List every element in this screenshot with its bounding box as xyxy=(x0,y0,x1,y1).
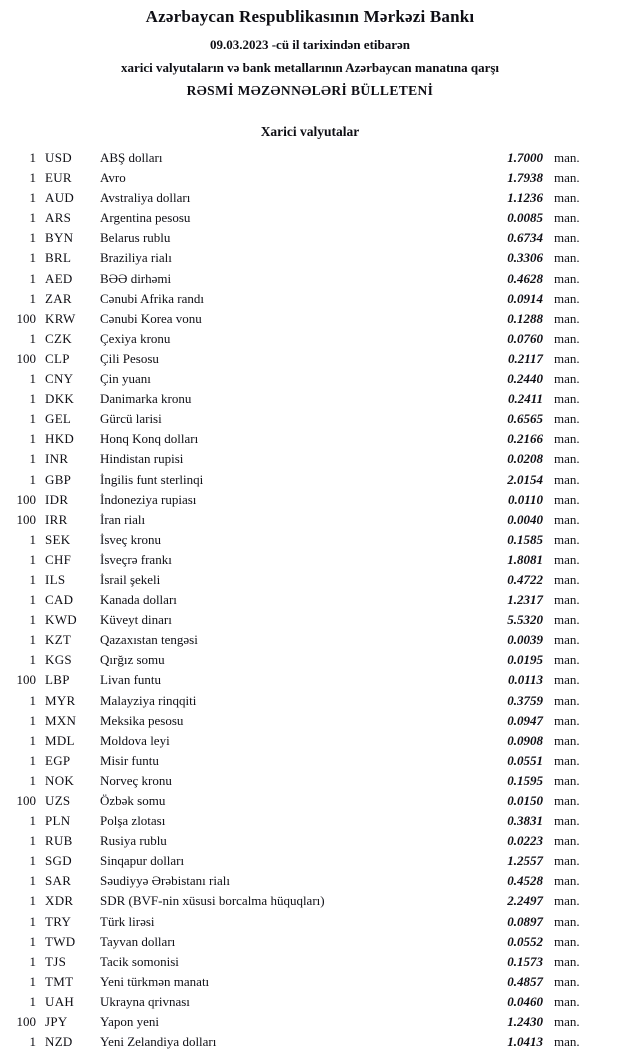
rate-cell: 0.1585 xyxy=(507,531,543,547)
currency-name-cell: Tacik somonisi xyxy=(100,953,179,969)
unit-cell: man. xyxy=(554,190,580,206)
currency-name-cell: SDR (BVF-nin xüsusi borcalma hüquqları) xyxy=(100,893,325,909)
rate-cell: 0.2166 xyxy=(507,431,543,447)
currency-name-cell: Çexiya kronu xyxy=(100,330,171,346)
unit-cell: man. xyxy=(554,712,580,728)
currency-name-cell: Malayziya rinqqiti xyxy=(100,692,197,708)
rate-cell: 0.0908 xyxy=(507,732,543,748)
rate-cell: 0.2411 xyxy=(507,391,543,407)
unit-cell: man. xyxy=(554,571,580,587)
unit-cell: man. xyxy=(554,330,580,346)
currency-code-cell: IRR xyxy=(45,511,68,527)
rate-cell: 0.1288 xyxy=(507,310,543,326)
currency-name-cell: Braziliya rialı xyxy=(100,250,172,266)
quantity-cell: 1 xyxy=(29,612,36,628)
currency-row xyxy=(8,188,590,208)
currency-row xyxy=(8,248,590,268)
currency-row xyxy=(8,791,590,811)
quantity-cell: 1 xyxy=(29,993,36,1009)
currency-name-cell: Küveyt dinarı xyxy=(100,612,172,628)
rate-cell: 1.0413 xyxy=(507,1034,543,1050)
currency-name-cell: Ukrayna qrivnası xyxy=(100,993,190,1009)
unit-cell: man. xyxy=(554,491,580,507)
rate-cell: 0.0460 xyxy=(507,993,543,1009)
currency-code-cell: TWD xyxy=(45,933,76,949)
rate-cell: 0.1573 xyxy=(507,953,543,969)
rate-cell: 0.0208 xyxy=(507,451,543,467)
currency-row xyxy=(8,731,590,751)
quantity-cell: 1 xyxy=(29,190,36,206)
quantity-cell: 1 xyxy=(29,371,36,387)
currency-code-cell: NOK xyxy=(45,772,75,788)
currency-code-cell: MDL xyxy=(45,732,75,748)
unit-cell: man. xyxy=(554,813,580,829)
currency-row xyxy=(8,309,590,329)
unit-cell: man. xyxy=(554,1034,580,1050)
currency-row xyxy=(8,570,590,590)
quantity-cell: 1 xyxy=(29,953,36,969)
unit-cell: man. xyxy=(554,973,580,989)
currency-code-cell: AUD xyxy=(45,190,75,206)
quantity-cell: 1 xyxy=(29,250,36,266)
unit-cell: man. xyxy=(554,1014,580,1030)
rate-cell: 0.0914 xyxy=(507,290,543,306)
unit-cell: man. xyxy=(554,230,580,246)
currency-row xyxy=(8,590,590,610)
unit-cell: man. xyxy=(554,210,580,226)
rate-cell: 1.1236 xyxy=(507,190,543,206)
currency-code-cell: EUR xyxy=(45,170,72,186)
currency-name-cell: Polşa zlotası xyxy=(100,813,166,829)
bulletin-header xyxy=(0,0,620,99)
currency-name-cell: Çili Pesosu xyxy=(100,350,159,366)
quantity-cell: 1 xyxy=(29,772,36,788)
unit-cell: man. xyxy=(554,371,580,387)
quantity-cell: 100 xyxy=(16,491,36,507)
currency-code-cell: TMT xyxy=(45,973,74,989)
currency-row xyxy=(8,228,590,248)
currency-code-cell: IDR xyxy=(45,491,69,507)
currency-row xyxy=(8,269,590,289)
unit-cell: man. xyxy=(554,853,580,869)
quantity-cell: 1 xyxy=(29,531,36,547)
currency-row xyxy=(8,831,590,851)
currency-row xyxy=(8,289,590,309)
unit-cell: man. xyxy=(554,933,580,949)
currency-row xyxy=(8,1012,590,1032)
unit-cell: man. xyxy=(554,270,580,286)
currency-code-cell: ARS xyxy=(45,210,72,226)
currency-rate-table xyxy=(0,148,620,1052)
rate-cell: 0.3759 xyxy=(507,692,543,708)
currency-name-cell: Danimarka kronu xyxy=(100,391,192,407)
rate-cell: 5.5320 xyxy=(507,612,543,628)
currency-name-cell: Yapon yeni xyxy=(100,1014,159,1030)
rate-cell: 0.0947 xyxy=(507,712,543,728)
bulletin-subtitle: xarici valyutaların və bank metallarının Azərbaycan manatına qarşı xyxy=(120,60,500,75)
currency-row xyxy=(8,369,590,389)
currency-name-cell: İsveç kronu xyxy=(100,531,162,547)
currency-row xyxy=(8,208,590,228)
currency-row xyxy=(8,610,590,630)
quantity-cell: 1 xyxy=(29,712,36,728)
rate-cell: 0.0039 xyxy=(507,632,543,648)
quantity-cell: 1 xyxy=(29,1034,36,1050)
currency-name-cell: Rusiya rublu xyxy=(100,833,167,849)
rate-cell: 1.7938 xyxy=(507,170,543,186)
currency-name-cell: Belarus rublu xyxy=(100,230,171,246)
currency-name-cell: Livan funtu xyxy=(100,672,162,688)
effective-date-line: 09.03.2023 -cü il tarixindən etibarən xyxy=(209,37,411,52)
rate-cell: 1.2557 xyxy=(507,853,543,869)
currency-name-cell: Misir funtu xyxy=(100,752,159,768)
rate-cell: 1.8081 xyxy=(507,551,543,567)
quantity-cell: 1 xyxy=(29,471,36,487)
quantity-cell: 1 xyxy=(29,571,36,587)
currency-name-cell: İran rialı xyxy=(100,511,146,527)
currency-code-cell: KGS xyxy=(45,652,72,668)
rate-cell: 1.2317 xyxy=(507,592,543,608)
currency-name-cell: Avstraliya dolları xyxy=(100,190,191,206)
currency-row xyxy=(8,670,590,690)
currency-row xyxy=(8,650,590,670)
unit-cell: man. xyxy=(554,511,580,527)
rate-cell: 2.2497 xyxy=(507,893,543,909)
rate-cell: 1.2430 xyxy=(507,1014,543,1030)
currency-row xyxy=(8,429,590,449)
currency-code-cell: CLP xyxy=(45,350,70,366)
currency-row xyxy=(8,771,590,791)
rate-cell: 0.0551 xyxy=(507,752,543,768)
currency-row xyxy=(8,389,590,409)
currency-name-cell: İndoneziya rupiası xyxy=(100,491,197,507)
unit-cell: man. xyxy=(554,551,580,567)
currency-code-cell: ZAR xyxy=(45,290,72,306)
currency-row xyxy=(8,992,590,1012)
quantity-cell: 1 xyxy=(29,732,36,748)
quantity-cell: 1 xyxy=(29,150,36,165)
quantity-cell: 1 xyxy=(29,632,36,648)
currency-code-cell: KZT xyxy=(45,632,72,648)
currency-name-cell: Hindistan rupisi xyxy=(100,451,184,467)
currency-name-cell: Yeni Zelandiya dolları xyxy=(100,1034,217,1050)
currency-row xyxy=(8,449,590,469)
rate-cell: 0.4528 xyxy=(507,873,543,889)
unit-cell: man. xyxy=(554,652,580,668)
unit-cell: man. xyxy=(554,592,580,608)
currency-name-cell: Avro xyxy=(100,170,126,186)
currency-code-cell: HKD xyxy=(45,431,75,447)
currency-code-cell: TJS xyxy=(45,953,67,969)
currency-row xyxy=(8,871,590,891)
currency-code-cell: CHF xyxy=(45,551,72,567)
currency-name-cell: Türk lirəsi xyxy=(100,913,155,929)
currency-row xyxy=(8,851,590,871)
currency-name-cell: Argentina pesosu xyxy=(100,210,191,226)
unit-cell: man. xyxy=(554,833,580,849)
currency-code-cell: PLN xyxy=(45,813,71,829)
currency-name-cell: ABŞ dolları xyxy=(100,150,163,165)
currency-name-cell: Moldova leyi xyxy=(100,732,170,748)
currency-code-cell: GBP xyxy=(45,471,72,487)
quantity-cell: 1 xyxy=(29,853,36,869)
quantity-cell: 1 xyxy=(29,752,36,768)
rate-cell: 0.0150 xyxy=(507,793,543,808)
currency-code-cell: LBP xyxy=(45,672,70,688)
unit-cell: man. xyxy=(554,431,580,447)
unit-cell: man. xyxy=(554,953,580,969)
currency-name-cell: Sinqapur dolları xyxy=(100,853,185,869)
quantity-cell: 100 xyxy=(16,310,36,326)
currency-row xyxy=(8,630,590,650)
currency-name-cell: İngilis funt sterlinqi xyxy=(100,471,204,487)
currency-code-cell: GEL xyxy=(45,411,72,427)
currency-code-cell: EGP xyxy=(45,752,71,768)
unit-cell: man. xyxy=(554,672,580,688)
currency-code-cell: XDR xyxy=(45,893,74,909)
quantity-cell: 1 xyxy=(29,692,36,708)
unit-cell: man. xyxy=(554,612,580,628)
unit-cell: man. xyxy=(554,411,580,427)
currency-name-cell: Honq Konq dolları xyxy=(100,431,199,447)
currency-code-cell: CZK xyxy=(45,330,72,346)
quantity-cell: 100 xyxy=(16,793,36,808)
quantity-cell: 1 xyxy=(29,913,36,929)
quantity-cell: 1 xyxy=(29,833,36,849)
rate-cell: 2.0154 xyxy=(507,471,543,487)
currency-row xyxy=(8,490,590,510)
rate-cell: 1.7000 xyxy=(507,150,543,165)
unit-cell: man. xyxy=(554,290,580,306)
rate-cell: 0.3831 xyxy=(507,813,543,829)
currency-code-cell: SEK xyxy=(45,531,71,547)
unit-cell: man. xyxy=(554,732,580,748)
unit-cell: man. xyxy=(554,451,580,467)
bulletin-title: RƏSMİ MƏZƏNNƏLƏRİ BÜLLETENİ xyxy=(186,83,434,98)
unit-cell: man. xyxy=(554,391,580,407)
currency-row xyxy=(8,912,590,932)
currency-code-cell: KWD xyxy=(45,612,77,628)
quantity-cell: 1 xyxy=(29,592,36,608)
currency-name-cell: Qazaxıstan tengəsi xyxy=(100,632,198,648)
currency-code-cell: AED xyxy=(45,270,73,286)
currency-name-cell: Səudiyyə Ərəbistanı rialı xyxy=(100,873,230,889)
currency-code-cell: UZS xyxy=(45,793,71,808)
unit-cell: man. xyxy=(554,471,580,487)
currency-name-cell: Gürcü larisi xyxy=(100,411,162,427)
rate-cell: 0.0223 xyxy=(507,833,543,849)
unit-cell: man. xyxy=(554,350,580,366)
currency-row xyxy=(8,550,590,570)
currency-row xyxy=(8,329,590,349)
unit-cell: man. xyxy=(554,250,580,266)
currency-code-cell: TRY xyxy=(45,913,72,929)
currency-code-cell: INR xyxy=(45,451,69,467)
currency-name-cell: Yeni türkmən manatı xyxy=(100,973,210,989)
quantity-cell: 1 xyxy=(29,813,36,829)
rate-cell: 0.6734 xyxy=(507,230,543,246)
currency-code-cell: ILS xyxy=(45,571,66,587)
quantity-cell: 1 xyxy=(29,411,36,427)
unit-cell: man. xyxy=(554,913,580,929)
currency-row xyxy=(8,349,590,369)
currency-row xyxy=(8,751,590,771)
currency-code-cell: RUB xyxy=(45,833,73,849)
currency-row xyxy=(8,691,590,711)
unit-cell: man. xyxy=(554,873,580,889)
quantity-cell: 1 xyxy=(29,170,36,186)
unit-cell: man. xyxy=(554,793,580,808)
quantity-cell: 1 xyxy=(29,431,36,447)
quantity-cell: 1 xyxy=(29,290,36,306)
currency-code-cell: NZD xyxy=(45,1034,73,1050)
quantity-cell: 1 xyxy=(29,451,36,467)
currency-row xyxy=(8,530,590,550)
unit-cell: man. xyxy=(554,993,580,1009)
quantity-cell: 1 xyxy=(29,210,36,226)
rate-cell: 0.4722 xyxy=(507,571,543,587)
currency-row xyxy=(8,168,590,188)
currency-code-cell: CAD xyxy=(45,592,74,608)
currency-code-cell: BYN xyxy=(45,230,74,246)
currency-code-cell: DKK xyxy=(45,391,75,407)
currency-name-cell: Kanada dolları xyxy=(100,592,177,608)
currency-code-cell: KRW xyxy=(45,310,76,326)
rate-cell: 0.0195 xyxy=(507,652,543,668)
currency-row xyxy=(8,711,590,731)
currency-name-cell: Özbək somu xyxy=(100,793,166,808)
currency-name-cell: Tayvan dolları xyxy=(100,933,176,949)
currency-code-cell: JPY xyxy=(45,1014,68,1030)
currency-name-cell: İsveçrə frankı xyxy=(100,551,172,567)
unit-cell: man. xyxy=(554,150,580,165)
currency-row xyxy=(8,811,590,831)
quantity-cell: 100 xyxy=(16,511,36,527)
quantity-cell: 1 xyxy=(29,973,36,989)
bank-name-title: Azərbaycan Respublikasının Mərkəzi Bankı xyxy=(145,7,475,26)
unit-cell: man. xyxy=(554,632,580,648)
quantity-cell: 1 xyxy=(29,330,36,346)
quantity-cell: 1 xyxy=(29,391,36,407)
currency-name-cell: İsrail şekeli xyxy=(100,571,161,587)
currency-row xyxy=(8,932,590,952)
currency-code-cell: USD xyxy=(45,150,72,165)
currency-code-cell: MXN xyxy=(45,712,77,728)
currency-row xyxy=(8,470,590,490)
unit-cell: man. xyxy=(554,531,580,547)
currency-code-cell: UAH xyxy=(45,993,75,1009)
currency-row xyxy=(8,409,590,429)
rate-cell: 0.2117 xyxy=(507,350,543,366)
quantity-cell: 1 xyxy=(29,873,36,889)
section-title-foreign-currencies: Xarici valyutalar xyxy=(260,124,360,139)
rate-cell: 0.6565 xyxy=(507,411,543,427)
currency-name-cell: Çin yuanı xyxy=(100,371,151,387)
rate-cell: 0.1595 xyxy=(507,772,543,788)
currency-row xyxy=(8,510,590,530)
currency-row xyxy=(8,891,590,911)
rate-cell: 0.0552 xyxy=(507,933,543,949)
currency-code-cell: BRL xyxy=(45,250,72,266)
quantity-cell: 1 xyxy=(29,230,36,246)
unit-cell: man. xyxy=(554,170,580,186)
quantity-cell: 1 xyxy=(29,893,36,909)
quantity-cell: 1 xyxy=(29,270,36,286)
rate-cell: 0.0110 xyxy=(507,491,543,507)
rate-cell: 0.0897 xyxy=(507,913,543,929)
rate-cell: 0.4628 xyxy=(507,270,543,286)
unit-cell: man. xyxy=(554,692,580,708)
currency-row xyxy=(8,148,590,168)
currency-name-cell: Norveç kronu xyxy=(100,772,172,788)
currency-code-cell: SAR xyxy=(45,873,72,889)
unit-cell: man. xyxy=(554,752,580,768)
currency-name-cell: Qırğız somu xyxy=(100,652,165,668)
currency-row xyxy=(8,1032,590,1052)
unit-cell: man. xyxy=(554,772,580,788)
rate-cell: 0.4857 xyxy=(507,973,543,989)
unit-cell: man. xyxy=(554,310,580,326)
currency-name-cell: BƏƏ dirhəmi xyxy=(100,270,172,286)
quantity-cell: 1 xyxy=(29,551,36,567)
rate-cell: 0.0113 xyxy=(507,672,543,688)
currency-code-cell: SGD xyxy=(45,853,72,869)
currency-name-cell: Cənubi Afrika randı xyxy=(100,290,204,306)
quantity-cell: 100 xyxy=(16,672,36,688)
unit-cell: man. xyxy=(554,893,580,909)
currency-name-cell: Cənubi Korea vonu xyxy=(100,310,202,326)
rate-cell: 0.0085 xyxy=(507,210,543,226)
currency-row xyxy=(8,972,590,992)
rate-cell: 0.2440 xyxy=(507,371,543,387)
rate-cell: 0.0040 xyxy=(507,511,543,527)
currency-code-cell: MYR xyxy=(45,692,76,708)
currency-row xyxy=(8,952,590,972)
currency-name-cell: Meksika pesosu xyxy=(100,712,184,728)
rate-cell: 0.3306 xyxy=(507,250,543,266)
quantity-cell: 1 xyxy=(29,652,36,668)
quantity-cell: 100 xyxy=(16,350,36,366)
quantity-cell: 1 xyxy=(29,933,36,949)
quantity-cell: 100 xyxy=(16,1014,36,1030)
rate-cell: 0.0760 xyxy=(507,330,543,346)
currency-code-cell: CNY xyxy=(45,371,74,387)
